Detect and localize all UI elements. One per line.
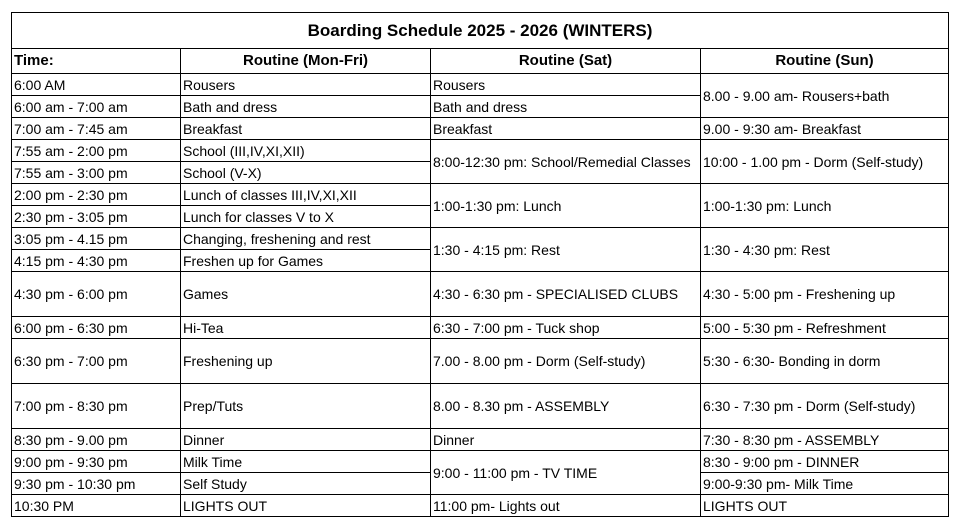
table-row: [12, 184, 949, 206]
monfri-cell: Games: [181, 272, 431, 317]
sat-cell: 1:00-1:30 pm: Lunch: [431, 184, 701, 228]
time-cell: 7:00 pm - 8:30 pm: [12, 384, 181, 429]
sat-cell: Bath and dress: [431, 96, 701, 118]
sun-cell: 8.00 - 9.00 am- Rousers+bath: [701, 74, 949, 118]
monfri-cell: Rousers: [181, 74, 431, 96]
time-cell: 3:05 pm - 4.15 pm: [12, 228, 181, 250]
time-cell: 2:30 pm - 3:05 pm: [12, 206, 181, 228]
table-row: [12, 384, 949, 429]
monfri-cell: Breakfast: [181, 118, 431, 140]
sat-cell: 11:00 pm- Lights out: [431, 495, 701, 517]
header-time: Time:: [12, 49, 181, 74]
sat-cell: 6:30 - 7:00 pm - Tuck shop: [431, 317, 701, 339]
table-row: [12, 495, 949, 517]
sun-cell: 1:30 - 4:30 pm: Rest: [701, 228, 949, 272]
monfri-cell: Dinner: [181, 429, 431, 451]
monfri-cell: LIGHTS OUT: [181, 495, 431, 517]
table-row: [12, 339, 949, 384]
sun-cell: 9.00 - 9:30 am- Breakfast: [701, 118, 949, 140]
table-row: [12, 228, 949, 250]
sun-cell: 4:30 - 5:00 pm - Freshening up: [701, 272, 949, 317]
time-cell: 10:30 PM: [12, 495, 181, 517]
time-cell: 7:55 am - 3:00 pm: [12, 162, 181, 184]
monfri-cell: Lunch of classes III,IV,XI,XII: [181, 184, 431, 206]
sun-cell: 5:30 - 6:30- Bonding in dorm: [701, 339, 949, 384]
monfri-cell: Bath and dress: [181, 96, 431, 118]
sat-cell: 7.00 - 8.00 pm - Dorm (Self-study): [431, 339, 701, 384]
sat-cell: 1:30 - 4:15 pm: Rest: [431, 228, 701, 272]
monfri-cell: Changing, freshening and rest: [181, 228, 431, 250]
table-row: [12, 272, 949, 317]
monfri-cell: Freshening up: [181, 339, 431, 384]
sat-cell: 8:00-12:30 pm: School/Remedial Classes: [431, 140, 701, 184]
table-row: [12, 429, 949, 451]
sat-cell: 9:00 - 11:00 pm - TV TIME: [431, 451, 701, 495]
time-cell: 9:30 pm - 10:30 pm: [12, 473, 181, 495]
time-cell: 9:00 pm - 9:30 pm: [12, 451, 181, 473]
sun-cell: 5:00 - 5:30 pm - Refreshment: [701, 317, 949, 339]
sat-cell: 4:30 - 6:30 pm - SPECIALISED CLUBS: [431, 272, 701, 317]
header-routine-sun: Routine (Sun): [701, 49, 949, 74]
table-row: [12, 451, 949, 473]
time-cell: 7:00 am - 7:45 am: [12, 118, 181, 140]
sun-cell: 8:30 - 9:00 pm - DINNER: [701, 451, 949, 473]
header-routine-mon-fri: Routine (Mon-Fri): [181, 49, 431, 74]
sun-cell: LIGHTS OUT: [701, 495, 949, 517]
table-row: [12, 140, 949, 162]
table-row: [12, 74, 949, 96]
monfri-cell: Prep/Tuts: [181, 384, 431, 429]
time-cell: 8:30 pm - 9.00 pm: [12, 429, 181, 451]
time-cell: 7:55 am - 2:00 pm: [12, 140, 181, 162]
sat-cell: Rousers: [431, 74, 701, 96]
monfri-cell: Freshen up for Games: [181, 250, 431, 272]
monfri-cell: Lunch for classes V to X: [181, 206, 431, 228]
sun-cell: 6:30 - 7:30 pm - Dorm (Self-study): [701, 384, 949, 429]
monfri-cell: Milk Time: [181, 451, 431, 473]
sun-cell: 1:00-1:30 pm: Lunch: [701, 184, 949, 228]
sat-cell: Dinner: [431, 429, 701, 451]
time-cell: 4:15 pm - 4:30 pm: [12, 250, 181, 272]
time-cell: 6:30 pm - 7:00 pm: [12, 339, 181, 384]
monfri-cell: School (V-X): [181, 162, 431, 184]
time-cell: 6:00 pm - 6:30 pm: [12, 317, 181, 339]
sun-cell: 9:00-9:30 pm- Milk Time: [701, 473, 949, 495]
sat-cell: 8.00 - 8.30 pm - ASSEMBLY: [431, 384, 701, 429]
monfri-cell: School (III,IV,XI,XII): [181, 140, 431, 162]
table-row: [12, 118, 949, 140]
time-cell: 4:30 pm - 6:00 pm: [12, 272, 181, 317]
boarding-schedule-table: [11, 12, 949, 517]
header-routine-sat: Routine (Sat): [431, 49, 701, 74]
sun-cell: 7:30 - 8:30 pm - ASSEMBLY: [701, 429, 949, 451]
time-cell: 6:00 am - 7:00 am: [12, 96, 181, 118]
monfri-cell: Self Study: [181, 473, 431, 495]
sat-cell: Breakfast: [431, 118, 701, 140]
table-row: [12, 317, 949, 339]
monfri-cell: Hi-Tea: [181, 317, 431, 339]
sun-cell: 10:00 - 1.00 pm - Dorm (Self-study): [701, 140, 949, 184]
time-cell: 6:00 AM: [12, 74, 181, 96]
time-cell: 2:00 pm - 2:30 pm: [12, 184, 181, 206]
schedule-title: Boarding Schedule 2025 - 2026 (WINTERS): [12, 13, 949, 49]
